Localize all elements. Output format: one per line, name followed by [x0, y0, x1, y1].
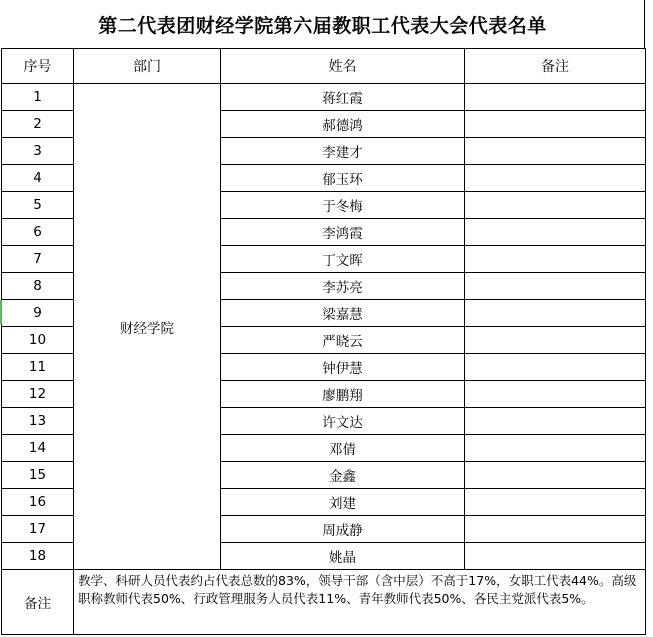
- cell-name[interactable]: 金鑫: [221, 462, 465, 489]
- page-title[interactable]: 第二代表团财经学院第六届教职工代表大会代表名单: [1, 0, 645, 48]
- cell-remark[interactable]: [465, 273, 646, 300]
- header-seq[interactable]: 序号: [2, 49, 74, 84]
- cell-remark[interactable]: [465, 435, 646, 462]
- cell-seq[interactable]: 7: [2, 246, 74, 273]
- cell-name[interactable]: 李鸿霞: [221, 219, 465, 246]
- cell-name[interactable]: 严晓云: [221, 327, 465, 354]
- cell-seq[interactable]: 4: [2, 165, 74, 192]
- cell-seq[interactable]: 3: [2, 138, 74, 165]
- cell-remark[interactable]: [465, 138, 646, 165]
- cell-name[interactable]: 刘建: [221, 489, 465, 516]
- cell-name[interactable]: 廖鹏翔: [221, 381, 465, 408]
- cell-seq[interactable]: 18: [2, 543, 74, 570]
- cell-department[interactable]: 财经学院: [74, 84, 221, 570]
- cell-remark[interactable]: [465, 219, 646, 246]
- footer-note-text[interactable]: 教学、科研人员代表约占代表总数的83%，领导干部（含中层）不高于17%，女职工代表44%。高级职称教师代表50%、行政管理服务人员代表11%、青年教师代表50%、各民主党派代表5%。: [74, 570, 646, 635]
- cell-name[interactable]: 梁嘉慧: [221, 300, 465, 327]
- cell-name[interactable]: 李建才: [221, 138, 465, 165]
- cell-remark[interactable]: [465, 111, 646, 138]
- cell-name[interactable]: 蒋红霞: [221, 84, 465, 111]
- cell-name[interactable]: 邓倩: [221, 435, 465, 462]
- cell-seq[interactable]: 13: [2, 408, 74, 435]
- footer-note-label[interactable]: 备注: [2, 570, 74, 635]
- header-row: [2, 49, 646, 84]
- cell-name[interactable]: 许文达: [221, 408, 465, 435]
- cell-seq[interactable]: 9: [2, 300, 74, 327]
- cell-remark[interactable]: [465, 489, 646, 516]
- cell-name[interactable]: 丁文晖: [221, 246, 465, 273]
- cell-remark[interactable]: [465, 381, 646, 408]
- cell-remark[interactable]: [465, 246, 646, 273]
- cell-seq[interactable]: 10: [2, 327, 74, 354]
- cell-seq[interactable]: 16: [2, 489, 74, 516]
- cell-seq[interactable]: 15: [2, 462, 74, 489]
- cell-name[interactable]: 李苏亮: [221, 273, 465, 300]
- table-row: [2, 84, 646, 111]
- cell-remark[interactable]: [465, 408, 646, 435]
- header-name[interactable]: 姓名: [221, 49, 465, 84]
- roster-table: [1, 48, 646, 635]
- cell-seq[interactable]: 12: [2, 381, 74, 408]
- cell-remark[interactable]: [465, 354, 646, 381]
- cell-seq[interactable]: 14: [2, 435, 74, 462]
- cell-remark[interactable]: [465, 165, 646, 192]
- cell-seq[interactable]: 1: [2, 84, 74, 111]
- row-selection-marker: [0, 300, 2, 324]
- cell-seq[interactable]: 17: [2, 516, 74, 543]
- footer-note-row: [2, 570, 646, 635]
- cell-seq[interactable]: 2: [2, 111, 74, 138]
- cell-remark[interactable]: [465, 84, 646, 111]
- cell-remark[interactable]: [465, 327, 646, 354]
- cell-remark[interactable]: [465, 462, 646, 489]
- cell-seq[interactable]: 6: [2, 219, 74, 246]
- cell-name[interactable]: 姚晶: [221, 543, 465, 570]
- cell-seq[interactable]: 11: [2, 354, 74, 381]
- cell-seq[interactable]: 8: [2, 273, 74, 300]
- header-dept[interactable]: 部门: [74, 49, 221, 84]
- cell-name[interactable]: 周成静: [221, 516, 465, 543]
- cell-name[interactable]: 郁玉环: [221, 165, 465, 192]
- header-remark[interactable]: 备注: [465, 49, 646, 84]
- cell-remark[interactable]: [465, 192, 646, 219]
- cell-name[interactable]: 郝德鸿: [221, 111, 465, 138]
- cell-remark[interactable]: [465, 516, 646, 543]
- cell-seq[interactable]: 5: [2, 192, 74, 219]
- cell-remark[interactable]: [465, 543, 646, 570]
- cell-name[interactable]: 于冬梅: [221, 192, 465, 219]
- cell-name[interactable]: 钟伊慧: [221, 354, 465, 381]
- cell-remark[interactable]: [465, 300, 646, 327]
